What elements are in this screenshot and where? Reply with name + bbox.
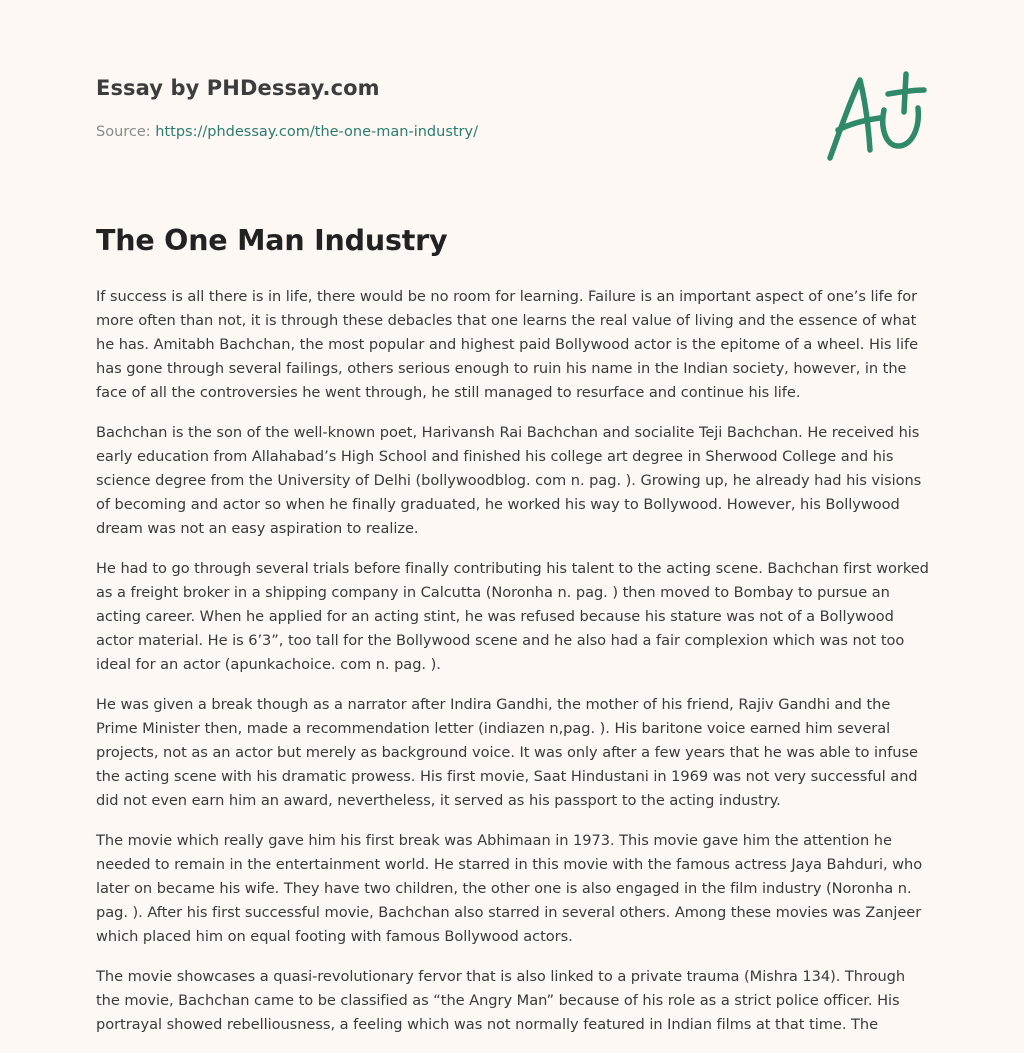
essay-paragraph: If success is all there is in life, there would be no room for learning. Failure is an important aspect of one’s life for more often than not, it is through these debacles that one learns the real value of living and the essence of what he has. Amitabh Bachchan, the most popular and highest paid Bollywood actor is the epitome of a wheel. His life has gone through several failings, others serious enough to ruin his name in the Indian society, however, in the face of all the controversies he went through, he still managed to resurface and continue his life. <box>96 288 919 401</box>
essay-title: The One Man Industry <box>96 224 448 257</box>
source-link[interactable]: https://phdessay.com/the-one-man-industry/ <box>155 124 478 140</box>
essay-paragraph: He was given a break though as a narrator after Indira Gandhi, the mother of his friend, Rajiv Gandhi and the Prime Minister then, made a recommendation letter (indiazen n,pag. ). His baritone voice earned him several projects, not as an actor but merely as background voice. It was only after a few years that he was able to infuse the acting scene with his dramatic prowess. His first movie, Saat Hindustani in 1969 was not very successful and did not even earn him an award, nevertheless, it served as his passport to the acting industry. <box>96 696 918 809</box>
a-plus-logo-icon <box>824 66 928 166</box>
essay-paragraph: The movie showcases a quasi-revolutionary fervor that is also linked to a private trauma (Mishra 134). Through the movie, Bachchan came to be classified as “the Angry Man” because of his role as a strict police officer. His portrayal showed rebelliousness, a feeling which was not normally featured in Indian films at that time. The <box>96 968 906 1033</box>
source-label: Source: <box>96 124 156 140</box>
essay-body <box>96 285 932 1053</box>
source-line <box>96 124 478 140</box>
essay-paragraph: The movie which really gave him his first break was Abhimaan in 1973. This movie gave him the attention he needed to remain in the entertainment world. He starred in this movie with the famous actress Jaya Bahduri, who later on became his wife. They have two children, the other one is also engaged in the film industry (Noronha n. pag. ). After his first successful movie, Bachchan also starred in several others. Among these movies was Zanjeer which placed him on equal footing with famous Bollywood actors. <box>96 832 923 945</box>
essay-paragraph: He had to go through several trials before finally contributing his talent to the acting scene. Bachchan first worked as a freight broker in a shipping company in Calcutta (Noronha n. pag. ) then moved to Bombay to pursue an acting career. When he applied for an acting stint, he was refused because his stature was not of a Bollywood actor material. He is 6’3”, too tall for the Bollywood scene and he also had a fair complexion which was not too ideal for an actor (apunkachoice. com n. pag. ). <box>96 560 929 673</box>
brand-name: Essay by PHDessay.com <box>96 76 380 100</box>
essay-paragraph: Bachchan is the son of the well-known poet, Harivansh Rai Bachchan and socialite Teji Bachchan. He received his early education from Allahabad’s High School and finished his college art degree in Sherwood College and his science degree from the University of Delhi (bollywoodblog. com n. pag. ). Growing up, he already had his visions of becoming and actor so when he finally graduated, he worked his way to Bollywood. However, his Bollywood dream was not an easy aspiration to realize. <box>96 424 922 537</box>
